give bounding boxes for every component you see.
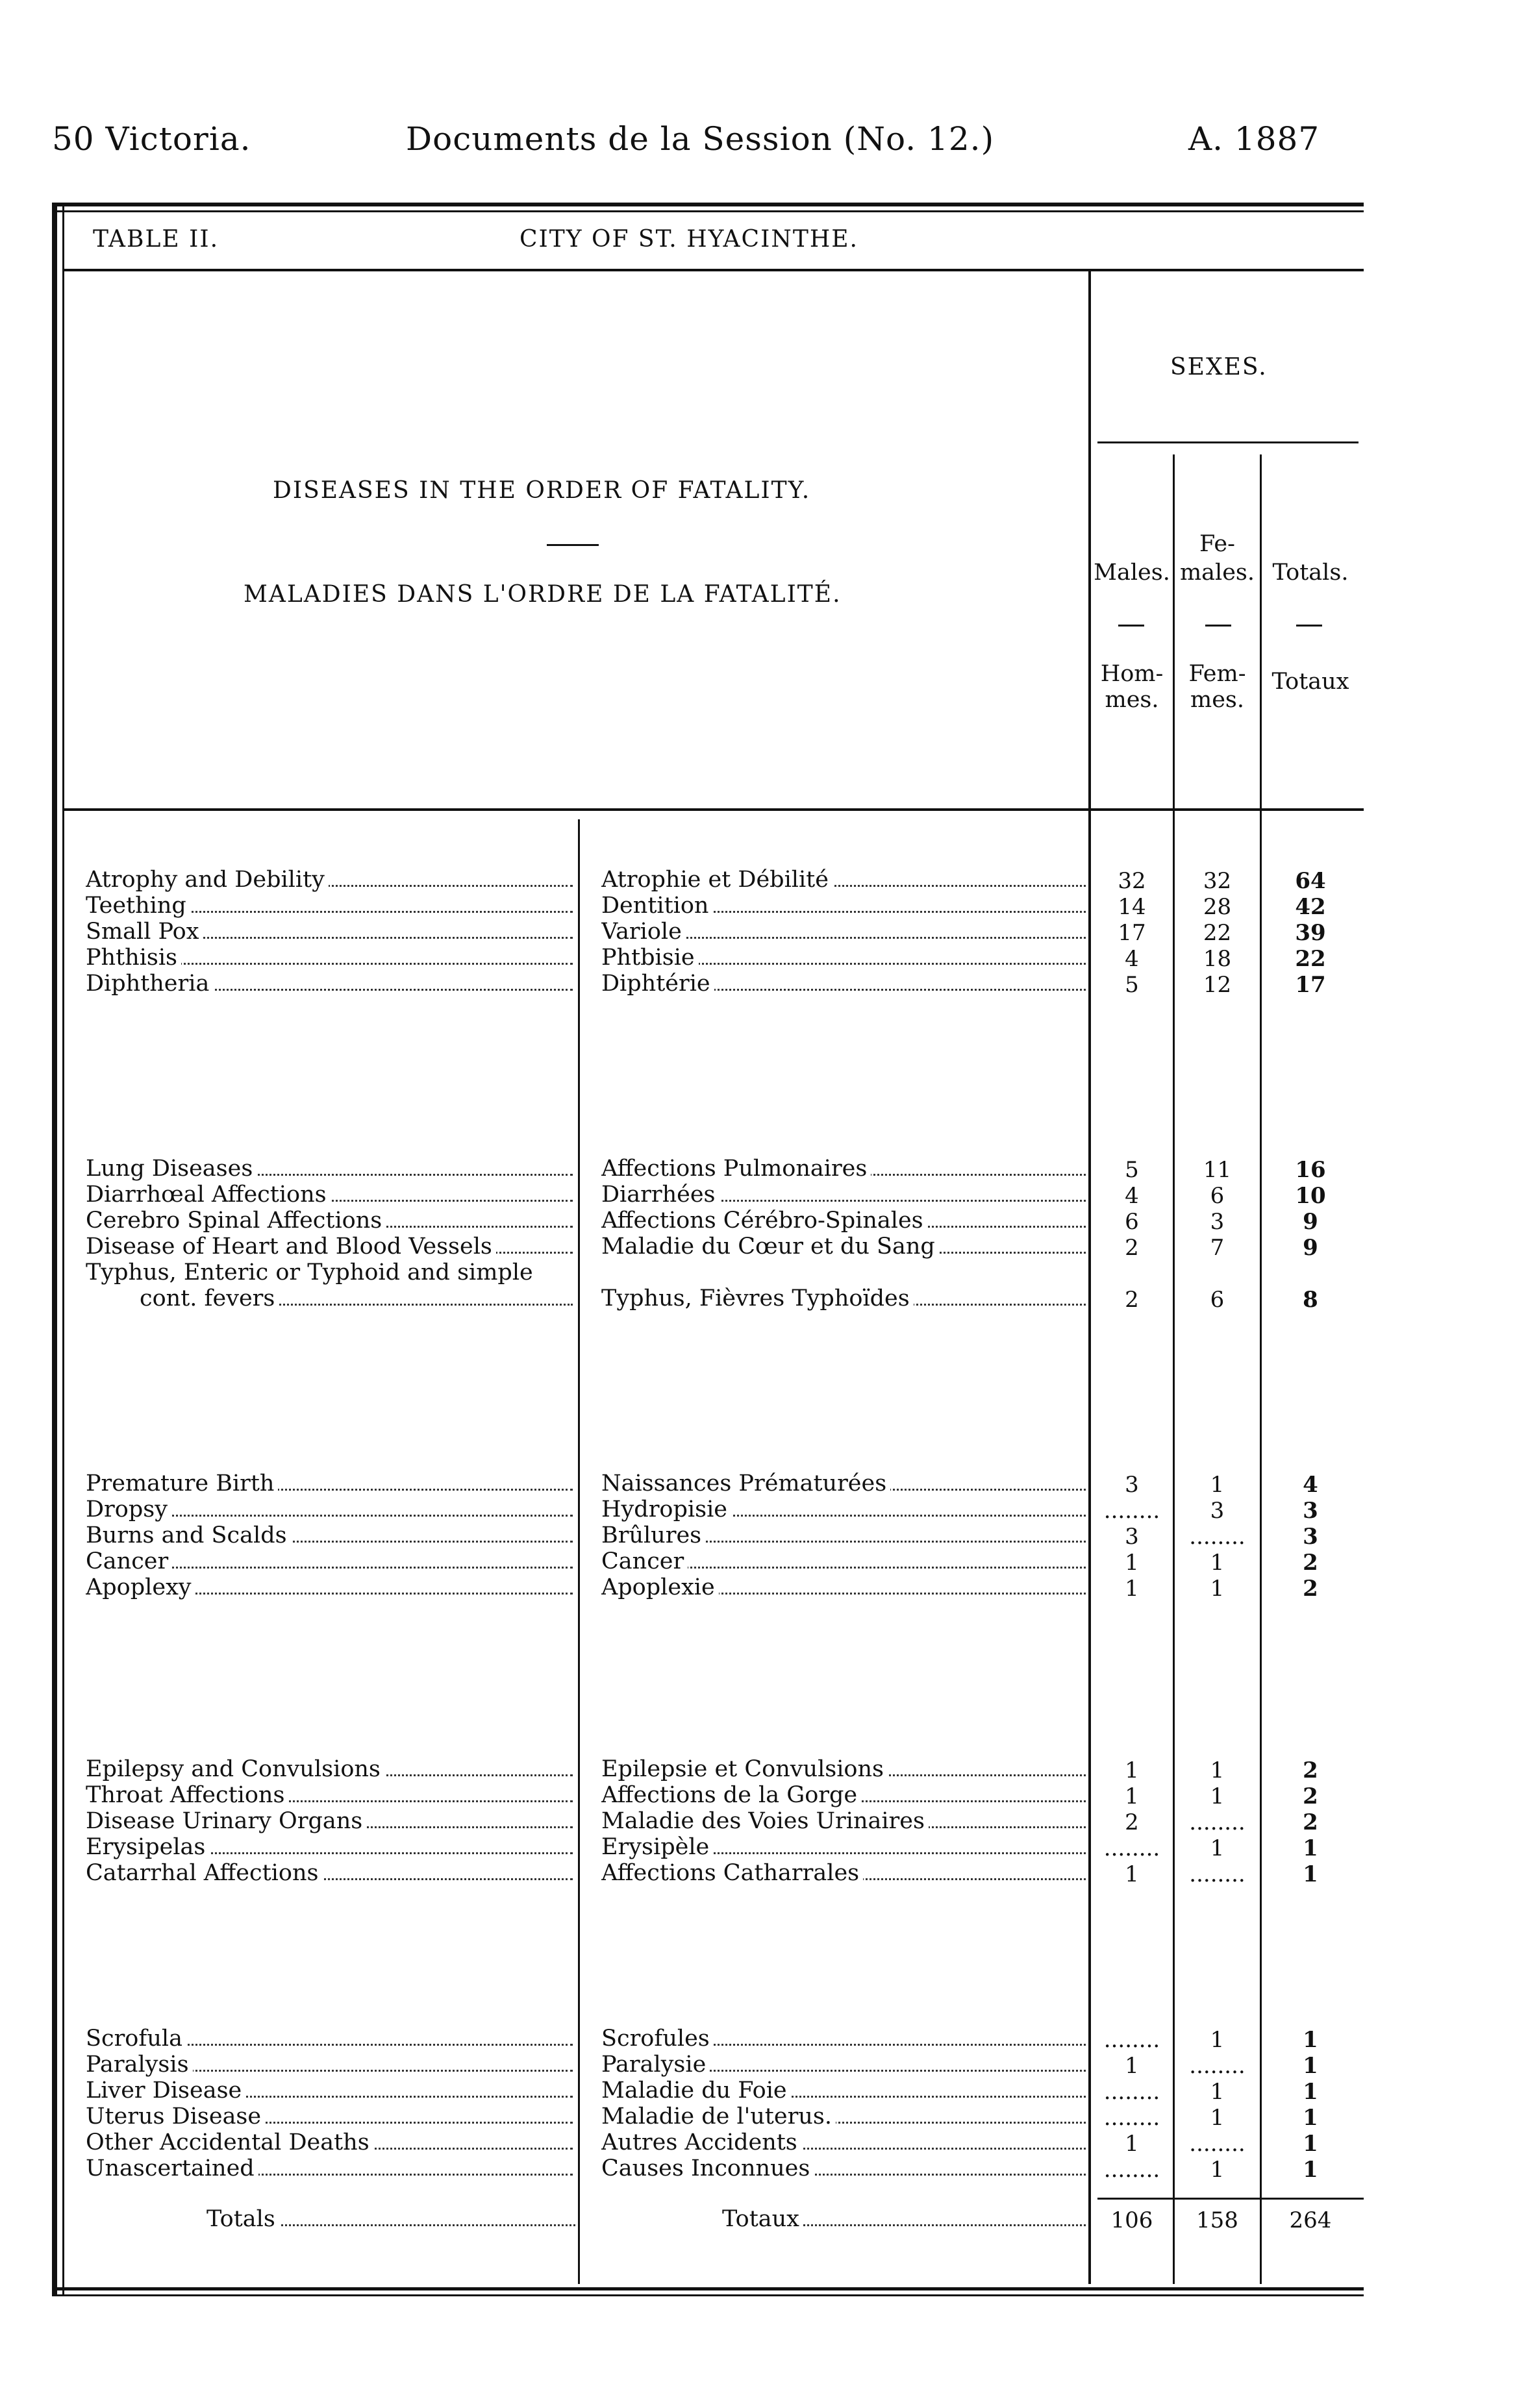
disease-fr-text: Diarrhées <box>601 1182 720 1208</box>
total-count: 9 <box>1303 1235 1318 1261</box>
col-females-fr-2: mes. <box>1190 687 1244 713</box>
disease-fr-text: Maladie de l'uterus. <box>601 2104 836 2129</box>
males-count: 2 <box>1125 1235 1139 1261</box>
left-border-inner <box>62 203 64 2296</box>
disease-en-text: Epilepsy and Convulsions <box>86 1756 384 1782</box>
males-count: 1 <box>1125 1757 1139 1783</box>
disease-fr-text: Affections Pulmonaires <box>601 1156 871 1182</box>
disease-fr <box>601 1285 1086 1311</box>
females-count: 1 <box>1210 1783 1225 1809</box>
males-count: ........ <box>1103 2157 1160 2183</box>
disease-en-text: Diphtheria <box>86 971 213 997</box>
disease-en-text: Lung Diseases <box>86 1156 257 1182</box>
disease-fr <box>601 1574 1086 1600</box>
disease-en-text: Other Accidental Deaths <box>86 2129 373 2155</box>
total-count: 2 <box>1303 1783 1318 1809</box>
disease-en <box>86 1522 573 1548</box>
disease-en-text: Unascertained <box>86 2155 258 2181</box>
disease-fr-text: Apoplexie <box>601 1574 719 1600</box>
total-count: 64 <box>1295 868 1326 894</box>
totals-males: 106 <box>1110 2207 1153 2233</box>
header-bottom-rule <box>64 808 1364 811</box>
disease-fr-text: Affections de la Gorge <box>601 1782 861 1808</box>
disease-en <box>86 1156 573 1182</box>
disease-fr <box>601 1782 1086 1808</box>
disease-fr <box>601 1860 1086 1886</box>
disease-en-text: Phthisis <box>86 945 181 971</box>
males-count: 1 <box>1125 2053 1139 2079</box>
total-count: 3 <box>1303 1498 1318 1524</box>
males-count: 1 <box>1125 1576 1139 1602</box>
total-count: 22 <box>1295 946 1326 972</box>
males-count: ........ <box>1103 1835 1160 1861</box>
females-count: 1 <box>1210 2105 1225 2131</box>
totals-top-rule <box>1097 2198 1364 2200</box>
title-underline <box>64 269 1364 271</box>
running-header-center: Documents de la Session (No. 12.) <box>406 120 995 158</box>
disease-en <box>86 971 573 997</box>
males-count: 3 <box>1125 1472 1139 1498</box>
females-count: 22 <box>1203 920 1232 946</box>
sexes-label: SEXES. <box>1170 354 1268 380</box>
disease-en <box>86 2026 573 2052</box>
disease-fr <box>601 2052 1086 2078</box>
col-males-dash <box>1118 625 1144 627</box>
total-count: 39 <box>1295 920 1326 946</box>
disease-en <box>86 1208 573 1234</box>
females-count: 1 <box>1210 2027 1225 2053</box>
females-count: 1 <box>1210 1550 1225 1576</box>
disease-fr-text: Typhus, Fièvres Typhoïdes <box>601 1285 914 1311</box>
total-count: 2 <box>1303 1576 1318 1602</box>
total-count: 1 <box>1303 1861 1318 1887</box>
total-count: 10 <box>1295 1183 1326 1209</box>
col-females-en-1: Fe- <box>1199 531 1235 557</box>
en-fr-divider <box>578 819 580 2284</box>
disease-en-text: Paralysis <box>86 2052 193 2078</box>
disease-fr <box>601 971 1086 997</box>
females-count: ........ <box>1189 1524 1246 1550</box>
disease-fr <box>601 1834 1086 1860</box>
disease-fr <box>601 2104 1086 2129</box>
disease-en-text: Disease of Heart and Blood Vessels <box>86 1234 496 1260</box>
totals-females: 158 <box>1196 2207 1238 2233</box>
col-totals-dash <box>1296 625 1322 627</box>
disease-en-text: Small Pox <box>86 919 203 945</box>
females-count: 1 <box>1210 2157 1225 2183</box>
top-double-rule-1 <box>52 203 1364 206</box>
disease-fr <box>601 2078 1086 2104</box>
disease-en <box>86 1808 573 1834</box>
disease-en <box>86 2078 573 2104</box>
disease-en <box>86 1574 573 1600</box>
col-females-en-2: males. <box>1179 560 1255 586</box>
disease-en <box>86 1548 573 1574</box>
disease-en-text: Burns and Scalds <box>86 1522 291 1548</box>
disease-en <box>86 1834 573 1860</box>
running-header-right: A. 1887 <box>1188 120 1320 158</box>
disease-en <box>86 1782 573 1808</box>
males-count: ........ <box>1103 2027 1160 2053</box>
heading-en: DISEASES IN THE ORDER OF FATALITY. <box>273 477 811 504</box>
disease-fr-text: Brûlures <box>601 1522 705 1548</box>
total-count: 1 <box>1303 2027 1318 2053</box>
disease-en-text: Cerebro Spinal Affections <box>86 1208 386 1234</box>
females-count: 1 <box>1210 1757 1225 1783</box>
males-count: 17 <box>1118 920 1146 946</box>
total-count: 16 <box>1295 1157 1326 1183</box>
totals-total: 264 <box>1289 2207 1332 2233</box>
females-count: ........ <box>1189 1861 1246 1887</box>
disease-fr <box>601 1471 1086 1496</box>
males-count: ........ <box>1103 2105 1160 2131</box>
disease-en-text: Disease Urinary Organs <box>86 1808 366 1834</box>
males-count: 32 <box>1118 868 1146 894</box>
disease-fr <box>601 919 1086 945</box>
disease-fr-text: Affections Catharrales <box>601 1860 863 1886</box>
disease-fr-text: Dentition <box>601 893 712 919</box>
disease-fr <box>601 1756 1086 1782</box>
disease-fr-text: Diphtérie <box>601 971 714 997</box>
col-totals-fr: Totaux <box>1271 669 1349 695</box>
disease-fr-text: Maladie du Foie <box>601 2078 791 2104</box>
total-count: 1 <box>1303 1835 1318 1861</box>
disease-fr-text: Cancer <box>601 1548 688 1574</box>
disease-fr-text: Atrophie et Débilité <box>601 867 833 893</box>
total-count: 2 <box>1303 1550 1318 1576</box>
males-count: 14 <box>1118 894 1146 920</box>
disease-fr-text: Autres Accidents <box>601 2129 801 2155</box>
disease-en-text: Erysipelas <box>86 1834 209 1860</box>
disease-en-text: Apoplexy <box>86 1574 195 1600</box>
col-divider-females-totals <box>1260 454 1262 2284</box>
disease-en <box>86 1860 573 1886</box>
disease-fr <box>601 1182 1086 1208</box>
disease-en <box>86 1471 573 1496</box>
left-border <box>52 203 57 2296</box>
top-double-rule-2 <box>52 210 1364 212</box>
col-divider-males-females <box>1173 454 1175 2284</box>
males-count: 3 <box>1125 1524 1139 1550</box>
total-count: 42 <box>1295 894 1326 920</box>
col-males-fr-1: Hom- <box>1100 661 1164 687</box>
total-count: 9 <box>1303 1209 1318 1235</box>
disease-fr-text: Erysipèle <box>601 1834 713 1860</box>
total-count: 1 <box>1303 2131 1318 2157</box>
disease-en-text: Atrophy and Debility <box>86 867 329 893</box>
total-count: 4 <box>1303 1472 1318 1498</box>
males-count: 6 <box>1125 1209 1139 1235</box>
disease-en-text: Teething <box>86 893 190 919</box>
col-males-en: Males. <box>1094 560 1170 586</box>
disease-fr <box>601 893 1086 919</box>
disease-fr-text: Maladie du Cœur et du Sang <box>601 1234 939 1260</box>
col-totals-en: Totals. <box>1272 560 1349 586</box>
males-count: ........ <box>1103 2079 1160 2105</box>
col-females-dash <box>1205 625 1231 627</box>
disease-en-text: cont. fevers <box>140 1285 279 1311</box>
disease-en <box>86 893 573 919</box>
males-count: 2 <box>1125 1287 1139 1313</box>
col-males-fr-2: mes. <box>1105 687 1159 713</box>
females-count: 1 <box>1210 1472 1225 1498</box>
disease-en <box>86 2129 573 2155</box>
total-count: 8 <box>1303 1287 1318 1313</box>
total-count: 1 <box>1303 2105 1318 2131</box>
disease-en <box>86 1182 573 1208</box>
disease-fr-text: Variole <box>601 919 686 945</box>
disease-fr <box>601 1522 1086 1548</box>
disease-en <box>86 919 573 945</box>
total-count: 2 <box>1303 1809 1318 1835</box>
disease-en-text: Dropsy <box>86 1496 171 1522</box>
disease-fr-text: Epilepsie et Convulsions <box>601 1756 888 1782</box>
females-count: 12 <box>1203 972 1232 998</box>
disease-en <box>86 2104 573 2129</box>
females-count: 18 <box>1203 946 1232 972</box>
disease-en <box>140 1285 573 1311</box>
disease-en-text: Scrofula <box>86 2026 186 2052</box>
disease-fr <box>601 1208 1086 1234</box>
bottom-rule-2 <box>52 2294 1364 2296</box>
total-count: 1 <box>1303 2157 1318 2183</box>
disease-en <box>86 1496 573 1522</box>
total-count: 1 <box>1303 2079 1318 2105</box>
females-count: ........ <box>1189 2131 1246 2157</box>
disease-fr-text: Affections Cérébro-Spinales <box>601 1208 927 1234</box>
disease-fr-text: Paralysie <box>601 2052 710 2078</box>
total-count: 3 <box>1303 1524 1318 1550</box>
females-count: 1 <box>1210 1835 1225 1861</box>
females-count: 6 <box>1210 1287 1225 1313</box>
disease-fr <box>601 2155 1086 2181</box>
females-count: 6 <box>1210 1183 1225 1209</box>
total-count: 17 <box>1295 972 1326 998</box>
males-count: 2 <box>1125 1809 1139 1835</box>
heading-fr: MALADIES DANS L'ORDRE DE LA FATALITÉ. <box>244 581 842 608</box>
total-count: 1 <box>1303 2053 1318 2079</box>
running-header-left: 50 Victoria. <box>52 120 251 158</box>
disease-fr <box>601 1808 1086 1834</box>
disease-fr <box>601 867 1086 893</box>
disease-fr <box>601 2026 1086 2052</box>
total-count: 2 <box>1303 1757 1318 1783</box>
disease-en-text: Diarrhœal Affections <box>86 1182 331 1208</box>
males-count: 5 <box>1125 972 1139 998</box>
males-count: ........ <box>1103 1498 1160 1524</box>
males-count: 5 <box>1125 1157 1139 1183</box>
disease-en-text: Premature Birth <box>86 1471 278 1496</box>
disease-en-text: Liver Disease <box>86 2078 245 2104</box>
disease-fr <box>601 945 1086 971</box>
disease-en <box>86 2052 573 2078</box>
disease-fr-text: Scrofules <box>601 2026 714 2052</box>
disease-fr-text: Causes Inconnues <box>601 2155 814 2181</box>
bottom-rule-1 <box>52 2287 1364 2290</box>
col-females-fr-1: Fem- <box>1188 661 1246 687</box>
disease-fr-text: Hydropisie <box>601 1496 731 1522</box>
females-count: 1 <box>1210 2079 1225 2105</box>
females-count: 1 <box>1210 1576 1225 1602</box>
males-count: 4 <box>1125 1183 1139 1209</box>
females-count: 32 <box>1203 868 1232 894</box>
disease-en-text: Cancer <box>86 1548 172 1574</box>
disease-en <box>86 1234 573 1260</box>
disease-en <box>86 1756 573 1782</box>
females-count: 3 <box>1210 1209 1225 1235</box>
disease-fr <box>601 1548 1086 1574</box>
disease-fr-text: Maladie des Voies Urinaires <box>601 1808 929 1834</box>
females-count: 7 <box>1210 1235 1225 1261</box>
disease-fr <box>601 1496 1086 1522</box>
disease-fr-text: Phtbisie <box>601 945 699 971</box>
males-count: 4 <box>1125 946 1139 972</box>
disease-en <box>86 2155 573 2181</box>
males-count: 1 <box>1125 2131 1139 2157</box>
females-count: 28 <box>1203 894 1232 920</box>
females-count: 11 <box>1203 1157 1232 1183</box>
disease-en-text: Catarrhal Affections <box>86 1860 322 1886</box>
totals-label-en: Totals <box>207 2206 575 2232</box>
males-count: 1 <box>1125 1550 1139 1576</box>
city-title: CITY OF ST. HYACINTHE. <box>520 226 858 253</box>
females-count: ........ <box>1189 1809 1246 1835</box>
females-count: 3 <box>1210 1498 1225 1524</box>
sexes-underline <box>1097 441 1358 443</box>
females-count: ........ <box>1189 2053 1246 2079</box>
disease-en <box>86 945 573 971</box>
disease-en-typhus-line1: Typhus, Enteric or Typhoid and simple <box>86 1260 533 1285</box>
disease-en-text: Uterus Disease <box>86 2104 265 2129</box>
disease-en <box>86 867 573 893</box>
disease-fr <box>601 1234 1086 1260</box>
totals-label-fr: Totaux <box>722 2206 1086 2232</box>
disease-fr <box>601 2129 1086 2155</box>
disease-fr-text: Naissances Prématurées <box>601 1471 890 1496</box>
males-count: 1 <box>1125 1783 1139 1809</box>
disease-fr <box>601 1156 1086 1182</box>
males-count: 1 <box>1125 1861 1139 1887</box>
heading-dash <box>547 544 599 546</box>
disease-en-text: Throat Affections <box>86 1782 288 1808</box>
table-label: TABLE II. <box>93 226 219 253</box>
